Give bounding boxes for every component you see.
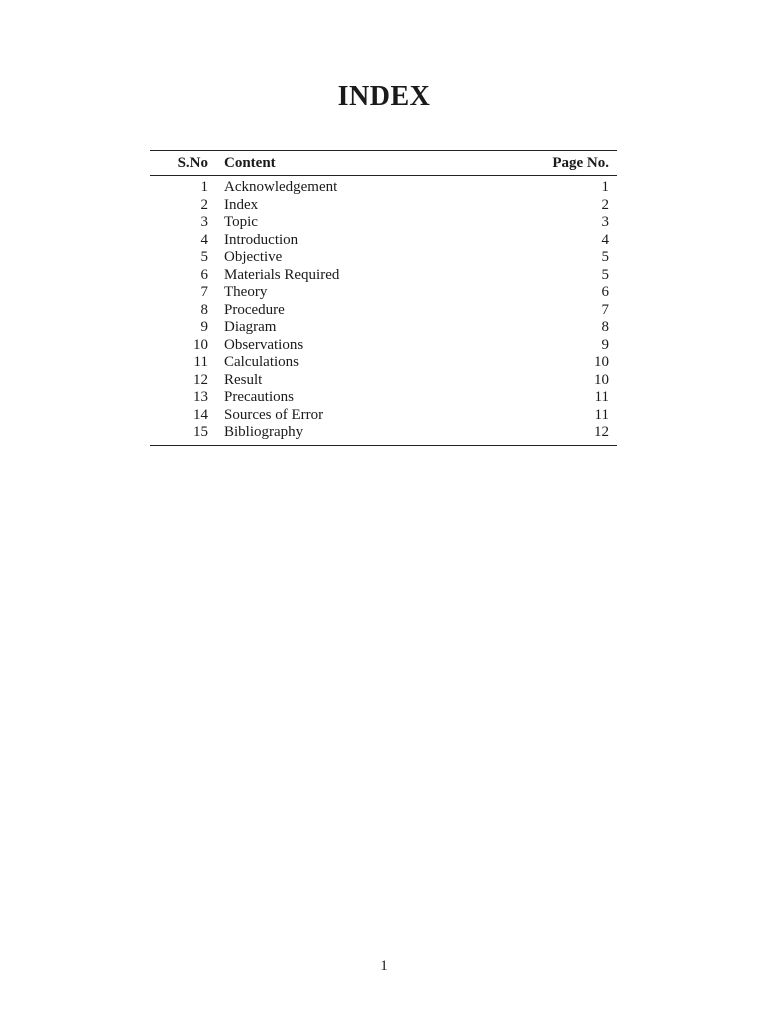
row-page-no: 5: [601, 249, 609, 265]
row-content: Introduction: [224, 231, 299, 248]
row-page-no: 2: [601, 196, 609, 213]
row-sno: 12: [193, 371, 208, 388]
table-row: [150, 302, 617, 320]
row-content: Sources of Error: [224, 406, 324, 423]
row-page-no: 8: [601, 319, 609, 335]
row-page-no: 3: [601, 214, 609, 230]
header-sno: S.No: [177, 154, 208, 171]
table-header: [150, 151, 617, 176]
row-content: Bibliography: [224, 424, 304, 440]
row-sno: 14: [193, 406, 208, 423]
row-page-no: 10: [594, 371, 609, 388]
table-row: [150, 176, 617, 197]
table-row: [150, 319, 617, 337]
table-row: [150, 232, 617, 250]
row-sno: 2: [200, 196, 208, 213]
row-sno: 4: [200, 231, 208, 248]
page-number: 1: [380, 958, 388, 974]
table-row: [150, 354, 617, 372]
table-row: [150, 372, 617, 390]
table-row: [150, 284, 617, 302]
table-row: [150, 214, 617, 232]
row-sno: 11: [193, 354, 208, 370]
table-row: [150, 389, 617, 407]
header-row: [150, 151, 617, 176]
row-page-no: 10: [594, 354, 609, 370]
row-content: Index: [224, 196, 259, 213]
table-row: [150, 424, 617, 445]
row-page-no: 9: [601, 336, 609, 353]
header-page-no: Page No.: [552, 154, 609, 171]
row-content: Observations: [224, 336, 304, 353]
row-content: Diagram: [224, 319, 277, 335]
row-sno: 5: [200, 249, 208, 265]
page-title: INDEX: [337, 81, 431, 112]
row-sno: 13: [193, 389, 208, 405]
table-body: [150, 176, 617, 446]
row-page-no: 7: [601, 301, 609, 318]
table-row: [150, 267, 617, 285]
row-sno: 15: [193, 424, 208, 440]
row-content: Objective: [224, 249, 283, 265]
row-sno: 1: [200, 179, 208, 195]
row-sno: 3: [200, 214, 208, 230]
row-sno: 9: [200, 319, 208, 335]
row-page-no: 11: [594, 389, 609, 405]
row-content: Calculations: [224, 354, 299, 370]
table-row: [150, 337, 617, 355]
row-page-no: 11: [594, 406, 609, 423]
table-row: [150, 249, 617, 267]
row-content: Acknowledgement: [224, 179, 338, 195]
row-content: Materials Required: [224, 266, 340, 283]
row-content: Result: [224, 371, 263, 388]
row-page-no: 1: [601, 179, 609, 195]
row-content: Theory: [224, 284, 268, 300]
row-page-no: 4: [601, 231, 609, 248]
table-row: [150, 407, 617, 425]
row-content: Procedure: [224, 301, 285, 318]
header-content: Content: [224, 154, 276, 171]
row-content: Precautions: [224, 389, 294, 405]
table-row: [150, 197, 617, 215]
index-table: [150, 150, 617, 446]
row-page-no: 12: [594, 424, 609, 440]
row-sno: 8: [200, 301, 208, 318]
row-page-no: 6: [601, 284, 609, 300]
row-content: Topic: [224, 214, 258, 230]
row-page-no: 5: [601, 266, 609, 283]
row-sno: 6: [200, 266, 208, 283]
row-sno: 10: [193, 336, 208, 353]
row-sno: 7: [200, 284, 208, 300]
